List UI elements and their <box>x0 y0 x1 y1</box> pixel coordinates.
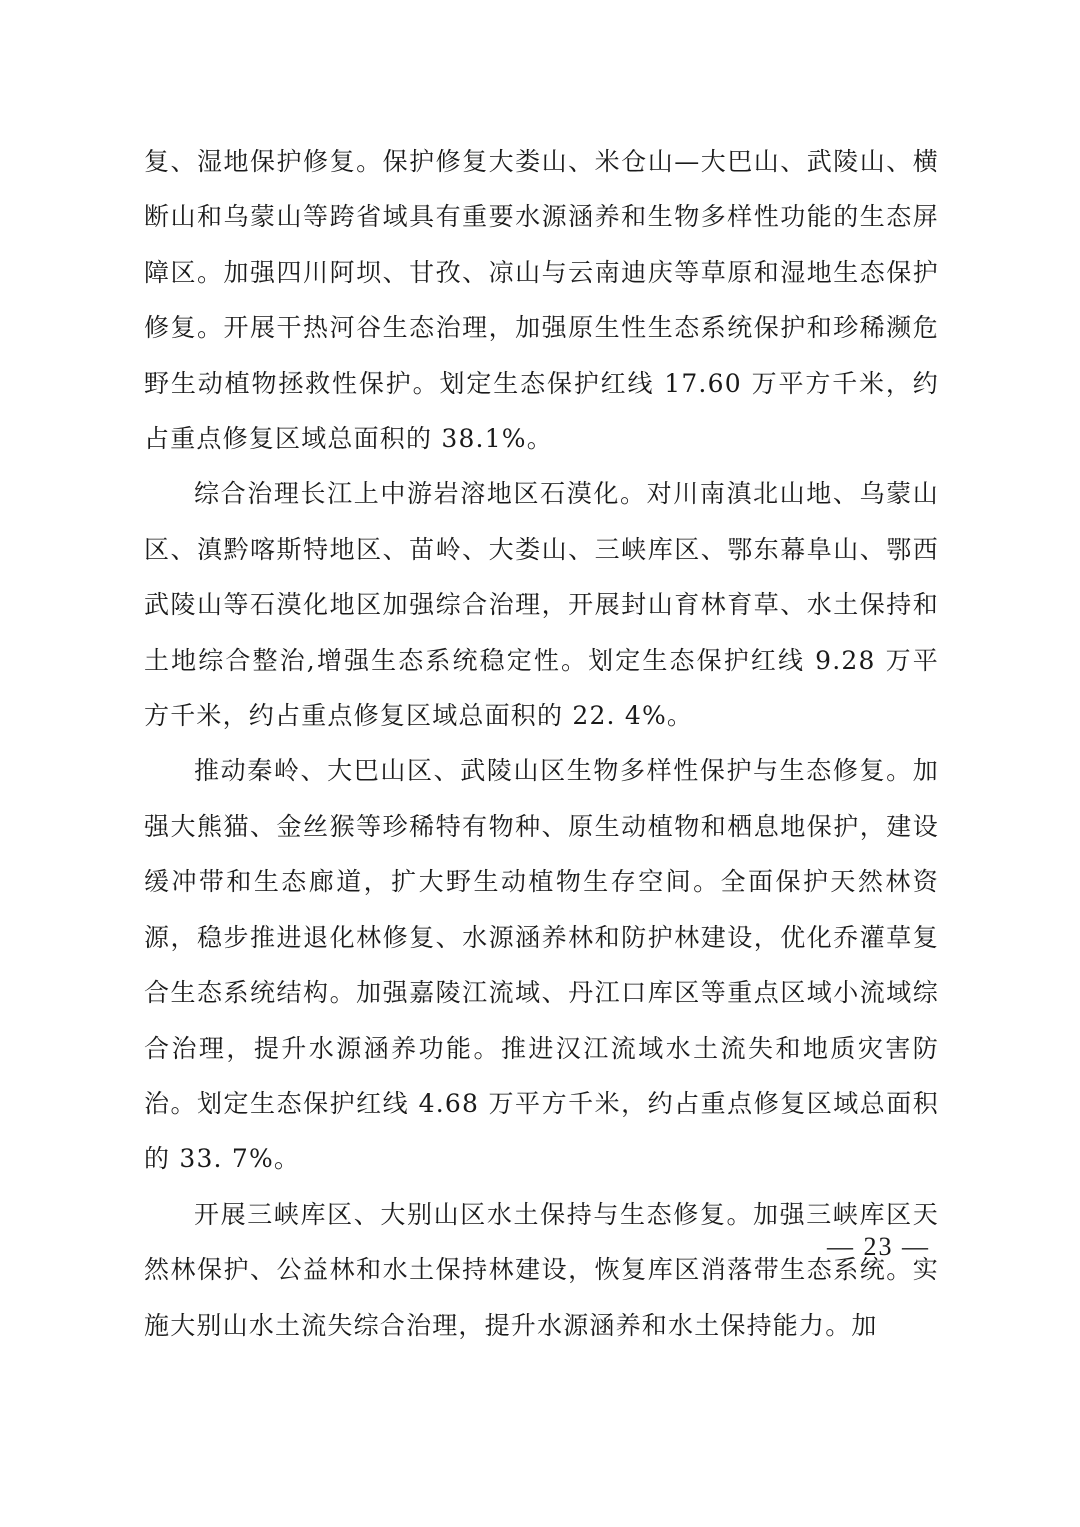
body-text <box>144 134 939 1353</box>
page-number: — 23 — <box>827 1232 930 1261</box>
paragraph-soil-water-conservation: 开展三峡库区、大别山区水土保持与生态修复。加强三峡库区天然林保护、公益林和水土保持林建设，恢复库区消落带生态系统。实施大别山水土流失综合治理，提升水源涵养和水土保持能力。加 <box>144 1199 939 1340</box>
paragraph-continued: 复、湿地保护修复。保护修复大娄山、米仓山—大巴山、武陵山、横断山和乌蒙山等跨省域具有重要水源涵养和生物多样性功能的生态屏障区。加强四川阿坝、甘孜、凉山与云南迪庆等草原和湿地生态保护修复。开展干热河谷生态治理，加强原生性生态系统保护和珍稀濒危野生动植物拯救性保护。划定生态保护红线 17.60 万平方千米，约占重点修复区域总面积的 38.1%。 <box>144 147 939 454</box>
paragraph-biodiversity-protection: 推动秦岭、大巴山区、武陵山区生物多样性保护与生态修复。加强大熊猫、金丝猴等珍稀特有物种、原生动植物和栖息地保护，建设缓冲带和生态廊道，扩大野生动植物生存空间。全面保护天然林资源，稳步推进退化林修复、水源涵养林和防护林建设，优化乔灌草复合生态系统结构。加强嘉陵江流域、丹江口库区等重点区域小流域综合治理，提升水源涵养功能。推进汉江流域水土流失和地质灾害防治。划定生态保护红线 4.68 万平方千米，约占重点修复区域总面积的 33. 7%。 <box>144 756 939 1174</box>
paragraph-karst-rocky-desertification: 综合治理长江上中游岩溶地区石漠化。对川南滇北山地、乌蒙山区、滇黔喀斯特地区、苗岭、大娄山、三峡库区、鄂东幕阜山、鄂西武陵山等石漠化地区加强综合治理，开展封山育林育草、水土保持和土地综合整治,增强生态系统稳定性。划定生态保护红线 9.28 万平方千米，约占重点修复区域总面积的 22. 4%。 <box>144 479 939 731</box>
